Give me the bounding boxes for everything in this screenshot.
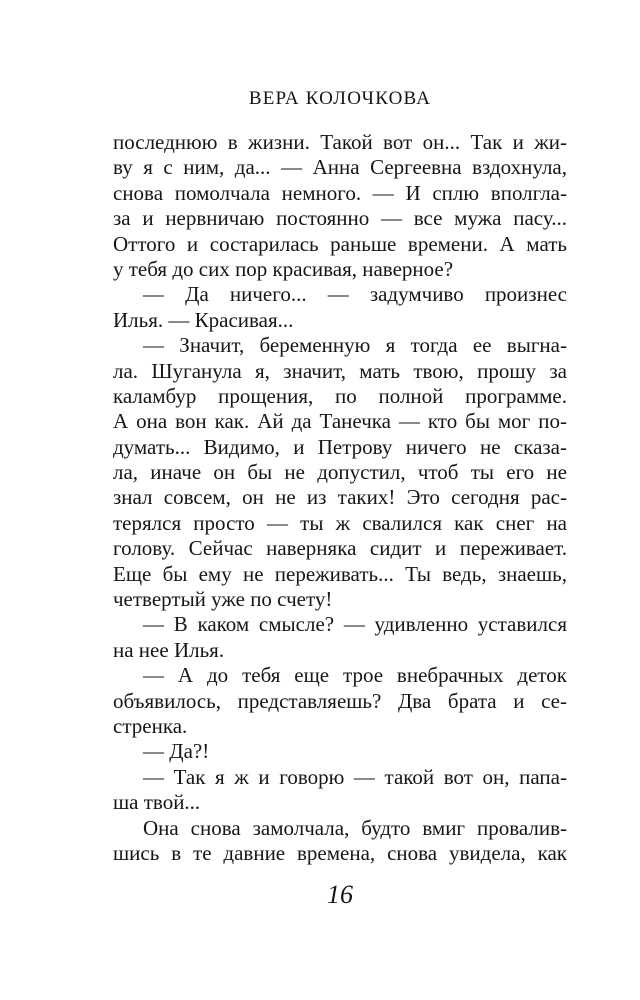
text-line: думать... Видимо, и Петрову ничего не сказа-: [113, 434, 567, 459]
text-line: — Так я ж и говорю — такой вот он, папа-: [143, 764, 567, 789]
text-line: ша твой...: [113, 790, 201, 815]
text-line: — Значит, беременную я тогда ее выгна-: [143, 333, 567, 358]
text-line: Она снова замолчала, будто вмиг провалив-: [143, 815, 567, 840]
text-line: — А до тебя еще трое внебрачных деток: [143, 663, 567, 688]
page-body-text: [113, 130, 567, 866]
text-line: снова помолчала немного. — И сплю вполгла-: [113, 180, 567, 205]
text-line: за и нервничаю постоянно — все мужа пасу...: [113, 206, 567, 231]
text-line: А она вон как. Ай да Танечка — кто бы мог по-: [113, 409, 567, 434]
text-line: Илья. — Красивая...: [113, 307, 294, 332]
text-line: Оттого и состарилась раньше времени. А мать: [113, 231, 567, 256]
text-line: — Да ничего... — задумчиво произнес: [143, 282, 567, 307]
text-line: — В каком смысле? — удивленно уставился: [143, 612, 567, 637]
running-title-author: ВЕРА КОЛОЧКОВА: [248, 88, 432, 109]
page-number: 16: [327, 880, 353, 909]
text-line: последнюю в жизни. Такой вот он... Так и жи-: [113, 130, 567, 154]
text-line: у тебя до сих пор красивая, наверное?: [113, 256, 454, 281]
text-line: ла, иначе он бы не допустил, чтоб ты его не: [113, 460, 567, 485]
text-line: терялся просто — ты ж свалился как снег на: [113, 510, 567, 535]
text-line: четвертый уже по счету!: [113, 587, 333, 612]
text-line: ву я с ним, да... — Анна Сергеевна вздохнула,: [113, 155, 567, 180]
text-line: шись в те давние времена, снова увидела, как: [113, 840, 567, 865]
text-line: голову. Сейчас наверняка сидит и переживает.: [113, 536, 567, 561]
text-line: на нее Илья.: [113, 637, 225, 662]
text-line: — Да?!: [143, 739, 210, 764]
text-line: каламбур прощения, по полной программе.: [113, 383, 567, 408]
text-line: Еще бы ему не переживать... Ты ведь, знаешь,: [113, 561, 567, 586]
text-line: знал совсем, он не из таких! Это сегодня рас-: [113, 485, 567, 510]
text-line: объявилось, представляешь? Два брата и се-: [113, 688, 567, 713]
text-line: ла. Шуганула я, значит, мать твою, прошу за: [113, 358, 567, 383]
text-line: стренка.: [113, 713, 188, 738]
